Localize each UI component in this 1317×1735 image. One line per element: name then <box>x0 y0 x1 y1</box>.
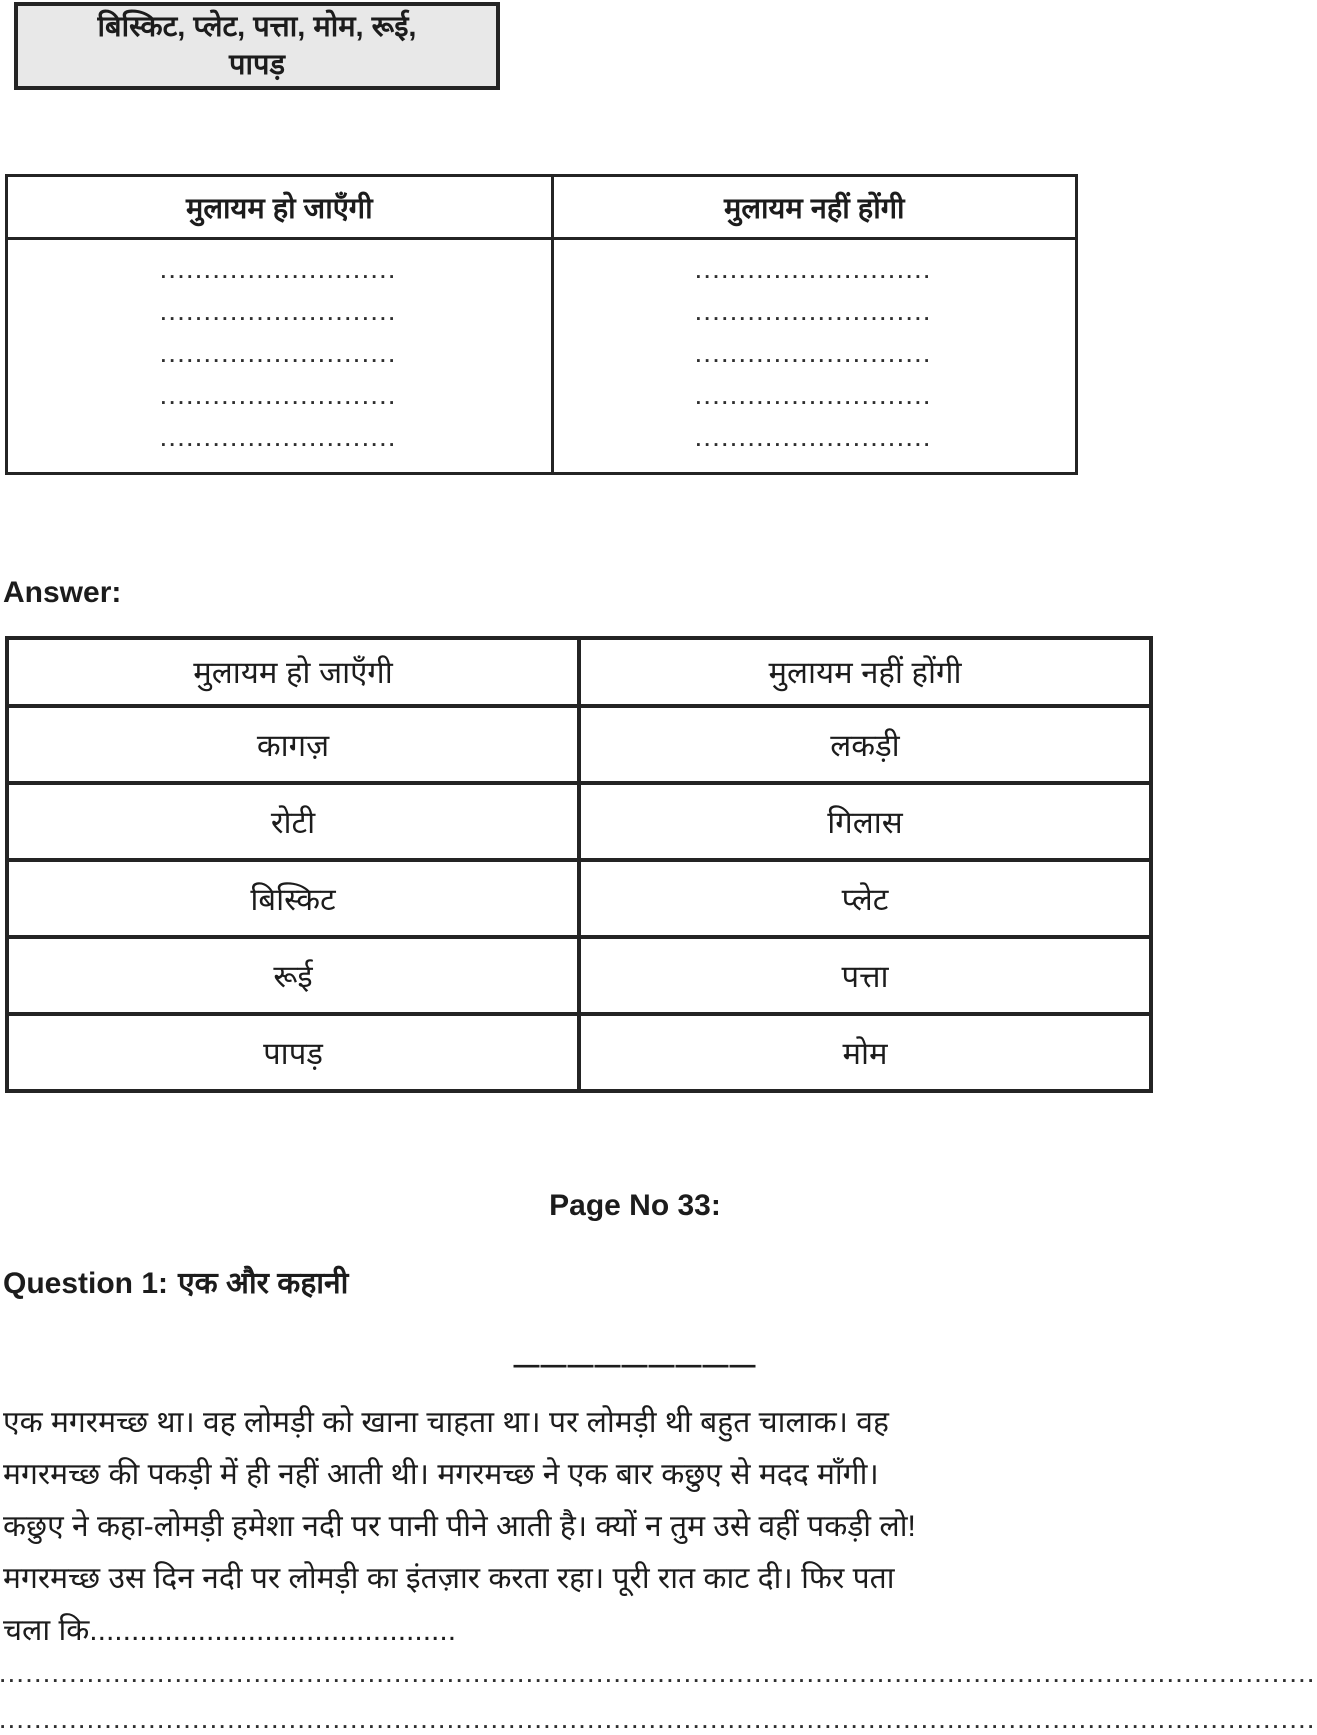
answer-table <box>5 636 1153 1093</box>
story-line-2: मगरमच्छ की पकड़ी में ही नहीं आती थी। मगरमच्छ ने एक बार कछुए से मदद माँगी। <box>3 1458 879 1491</box>
answer-table-row <box>7 937 1151 1014</box>
answer-table-row <box>7 706 1151 783</box>
blank-table-header-soft: मुलायम हो जाएँगी <box>7 176 553 239</box>
answer-cell-not-soft-4: पत्ता <box>579 937 1151 1014</box>
answer-cell-not-soft-3: प्लेट <box>579 860 1151 937</box>
answer-cell-soft-2: रोटी <box>7 783 579 860</box>
answer-blank-line-2: ...................................................................................................................................................... <box>0 1712 1317 1733</box>
fill-in-blank-line: ........................... <box>695 430 933 451</box>
answer-cell-not-soft-2: गिलास <box>579 783 1151 860</box>
fill-in-blank-line: ........................... <box>695 304 933 325</box>
fill-in-blank-line: ........................... <box>160 262 398 283</box>
fill-in-blank-line: ........................... <box>160 430 398 451</box>
blank-table-soft-column <box>7 239 553 474</box>
answer-cell-not-soft-1: लकड़ी <box>579 706 1151 783</box>
question-title: एक और कहानी <box>178 1267 349 1300</box>
story-line-5: चला कि............................................ <box>3 1614 457 1647</box>
answer-table-row <box>7 860 1151 937</box>
answer-cell-not-soft-5: मोम <box>579 1014 1151 1091</box>
fill-in-blank-line: ........................... <box>160 388 398 409</box>
story-line-3: कछुए ने कहा-लोमड़ी हमेशा नदी पर पानी पीने आती है। क्यों न तुम उसे वहीं पकड़ी लो! <box>3 1510 916 1543</box>
worksheet-page <box>0 2 1317 1733</box>
story-line-4: मगरमच्छ उस दिन नदी पर लोमड़ी का इंतज़ार करता रहा। पूरी रात काट दी। फिर पता <box>3 1562 895 1595</box>
story-line-1: एक मगरमच्छ था। वह लोमड़ी को खाना चाहता था। पर लोमड़ी थी बहुत चालाक। वह <box>3 1406 889 1439</box>
story-paragraph <box>3 1397 1270 1657</box>
question-number-label: Question 1: <box>3 1267 169 1300</box>
fill-in-blank-line: ........................... <box>160 346 398 367</box>
blank-sorting-table-header-row <box>7 176 1077 239</box>
word-bank-box <box>14 2 500 90</box>
fill-in-blank-line: ........................... <box>695 388 933 409</box>
word-bank-line-2: पापड़ <box>229 49 285 81</box>
blank-sorting-table-body-row <box>7 239 1077 474</box>
answer-cell-soft-5: पापड़ <box>7 1014 579 1091</box>
story-title-divider: ————————— <box>513 1349 757 1379</box>
answer-blank-line-1: ...................................................................................................................................................... <box>0 1666 1317 1687</box>
question-heading <box>3 1264 1270 1304</box>
fill-in-blank-line: ........................... <box>695 262 933 283</box>
blank-table-not-soft-column <box>552 239 1076 474</box>
answer-cell-soft-4: रूई <box>7 937 579 1014</box>
page-number-heading: Page No 33: <box>549 1189 721 1222</box>
answer-table-header-soft: मुलायम हो जाएँगी <box>7 638 579 706</box>
answer-table-header-not-soft: मुलायम नहीं होंगी <box>579 638 1151 706</box>
blank-sorting-table <box>5 174 1078 475</box>
answer-cell-soft-3: बिस्किट <box>7 860 579 937</box>
fill-in-blank-line: ........................... <box>160 304 398 325</box>
answer-label: Answer: <box>3 576 122 609</box>
blank-table-header-not-soft: मुलायम नहीं होंगी <box>552 176 1076 239</box>
fill-in-blank-line: ........................... <box>695 346 933 367</box>
answer-table-row <box>7 783 1151 860</box>
word-bank-line-1: बिस्किट, प्लेट, पत्ता, मोम, रूई, <box>97 11 417 43</box>
answer-table-header-row <box>7 638 1151 706</box>
answer-table-row <box>7 1014 1151 1091</box>
answer-cell-soft-1: कागज़ <box>7 706 579 783</box>
